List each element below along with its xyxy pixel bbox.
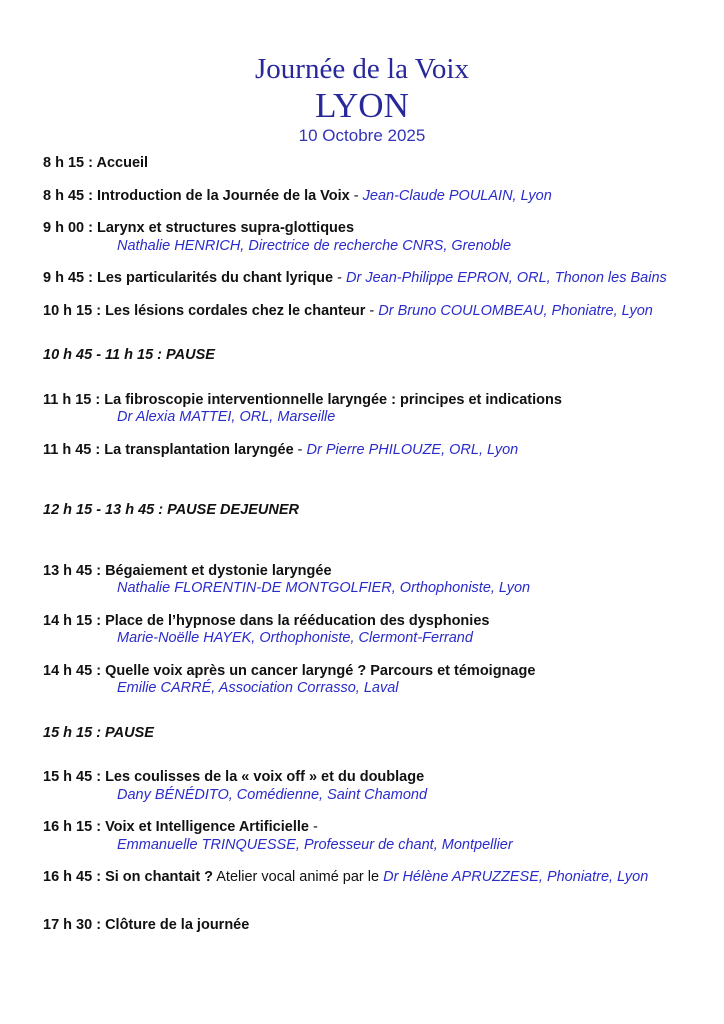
event-city: LYON	[315, 86, 409, 125]
colon-separator: :	[96, 302, 102, 319]
dash-separator: -	[297, 441, 303, 458]
session-title: Voix et Intelligence Artificielle	[105, 819, 309, 835]
session-title: Quelle voix après un cancer laryngé ? Parcours et témoignage	[105, 662, 536, 679]
session-title: Larynx et structures supra-glottiques	[97, 220, 355, 236]
session-title: Accueil	[96, 155, 149, 171]
speaker-line	[117, 580, 708, 598]
session-time: 8 h 45	[43, 187, 85, 204]
session-time: 16 h 15	[43, 819, 93, 835]
speaker-line	[117, 837, 708, 855]
colon-separator: :	[96, 916, 102, 933]
session-speaker: Dr Alexia MATTEI, ORL, Marseille	[117, 409, 336, 425]
session-title: Les lésions cordales chez le chanteur	[105, 302, 366, 319]
speaker-line	[117, 680, 708, 698]
dash-separator: -	[312, 819, 318, 835]
speaker-line	[117, 238, 708, 256]
session-title: Clôture de la journée	[105, 916, 250, 933]
session-heading	[43, 188, 350, 204]
session-heading	[43, 769, 424, 785]
event-date: 10 Octobre 2025	[298, 126, 426, 145]
session-title: Bégaiement et dystonie laryngée	[105, 562, 332, 579]
session-time: 17 h 30	[43, 916, 93, 933]
session-heading	[43, 869, 213, 885]
session-title: La transplantation laryngée	[104, 441, 294, 458]
session-time: 13 h 45	[43, 562, 93, 579]
session-heading	[43, 155, 148, 171]
schedule-entry	[43, 917, 708, 935]
colon-separator: :	[96, 612, 102, 629]
colon-separator: :	[96, 819, 102, 835]
session-heading	[43, 613, 489, 629]
session-time: 9 h 45	[43, 270, 85, 286]
session-heading	[43, 392, 562, 408]
dash-separator: -	[369, 302, 375, 319]
schedule-entry	[43, 819, 708, 854]
speaker-line	[117, 409, 708, 427]
session-speaker: Emmanuelle TRINQUESSE, Professeur de chant, Montpellier	[117, 836, 513, 853]
session-time: 10 h 15	[43, 302, 93, 319]
session-time: 8 h 15	[43, 155, 85, 171]
session-speaker: Marie-Noëlle HAYEK, Orthophoniste, Clermont-Ferrand	[117, 630, 473, 646]
schedule-entry	[43, 392, 708, 427]
event-title: Journée de la Voix	[255, 53, 469, 85]
schedule-entry	[43, 613, 708, 648]
session-note: Atelier vocal animé par le	[216, 869, 380, 885]
schedule-entry	[43, 663, 708, 698]
colon-separator: :	[88, 187, 93, 204]
session-speaker: Emilie CARRÉ, Association Corrasso, Laval	[117, 680, 399, 696]
session-time: 11 h 15	[43, 391, 92, 408]
speaker-line	[117, 630, 708, 648]
schedule-entry	[43, 188, 708, 206]
session-time: 16 h 45	[43, 869, 93, 885]
session-heading	[43, 563, 332, 579]
pause-label: 10 h 45 - 11 h 15 : PAUSE	[43, 347, 215, 363]
schedule-list	[0, 155, 724, 934]
session-heading	[43, 220, 354, 236]
session-heading	[43, 819, 309, 835]
session-title: Les particularités du chant lyrique	[97, 270, 334, 286]
session-heading	[43, 917, 249, 933]
session-title: La fibroscopie interventionnelle laryngée : principes et indications	[104, 391, 562, 408]
session-heading	[43, 442, 294, 458]
session-heading	[43, 303, 365, 319]
session-speaker: Jean-Claude POULAIN, Lyon	[362, 187, 552, 204]
speaker-line	[117, 787, 708, 805]
session-speaker: Nathalie FLORENTIN-DE MONTGOLFIER, Orthophoniste, Lyon	[117, 580, 531, 596]
schedule-entry	[43, 155, 708, 173]
session-time: 9 h 00	[43, 220, 85, 236]
pause-label: 15 h 15 : PAUSE	[43, 724, 154, 741]
colon-separator: :	[88, 270, 93, 286]
schedule-entry	[43, 270, 708, 288]
session-title: Place de l’hypnose dans la rééducation des dysphonies	[105, 612, 490, 629]
session-title: Les coulisses de la « voix off » et du doublage	[105, 769, 425, 785]
schedule-entry	[43, 563, 708, 598]
dash-separator: -	[353, 187, 359, 204]
session-heading	[43, 270, 333, 286]
session-speaker: Dr Hélène APRUZZESE, Phoniatre, Lyon	[383, 869, 649, 885]
session-speaker: Dr Pierre PHILOUZE, ORL, Lyon	[306, 441, 519, 458]
dash-separator: -	[337, 270, 342, 286]
session-speaker: Dr Bruno COULOMBEAU, Phoniatre, Lyon	[378, 302, 653, 319]
colon-separator: :	[88, 155, 93, 171]
program-header	[0, 52, 724, 146]
colon-separator: :	[95, 391, 101, 408]
session-title: Si on chantait ?	[105, 869, 214, 885]
session-time: 15 h 45	[43, 769, 93, 785]
schedule-entry	[43, 869, 708, 887]
schedule-entry	[43, 220, 708, 255]
session-title: Introduction de la Journée de la Voix	[97, 187, 350, 204]
colon-separator: :	[88, 220, 93, 236]
session-speaker: Dany BÉNÉDITO, Comédienne, Saint Chamond	[117, 786, 428, 803]
session-time: 11 h 45	[43, 441, 92, 458]
session-speaker: Dr Jean-Philippe EPRON, ORL, Thonon les Bains	[346, 270, 667, 286]
schedule-entry	[43, 769, 708, 804]
session-time: 14 h 45	[43, 662, 93, 679]
colon-separator: :	[96, 562, 102, 579]
session-time: 14 h 15	[43, 612, 93, 629]
session-heading	[43, 663, 535, 679]
schedule-entry	[43, 303, 708, 321]
colon-separator: :	[95, 441, 101, 458]
pause-label: 12 h 15 - 13 h 45 : PAUSE DEJEUNER	[43, 502, 299, 518]
colon-separator: :	[96, 769, 102, 785]
colon-separator: :	[96, 662, 102, 679]
colon-separator: :	[96, 869, 102, 885]
session-speaker: Nathalie HENRICH, Directrice de recherche CNRS, Grenoble	[117, 237, 512, 254]
schedule-entry	[43, 442, 708, 460]
